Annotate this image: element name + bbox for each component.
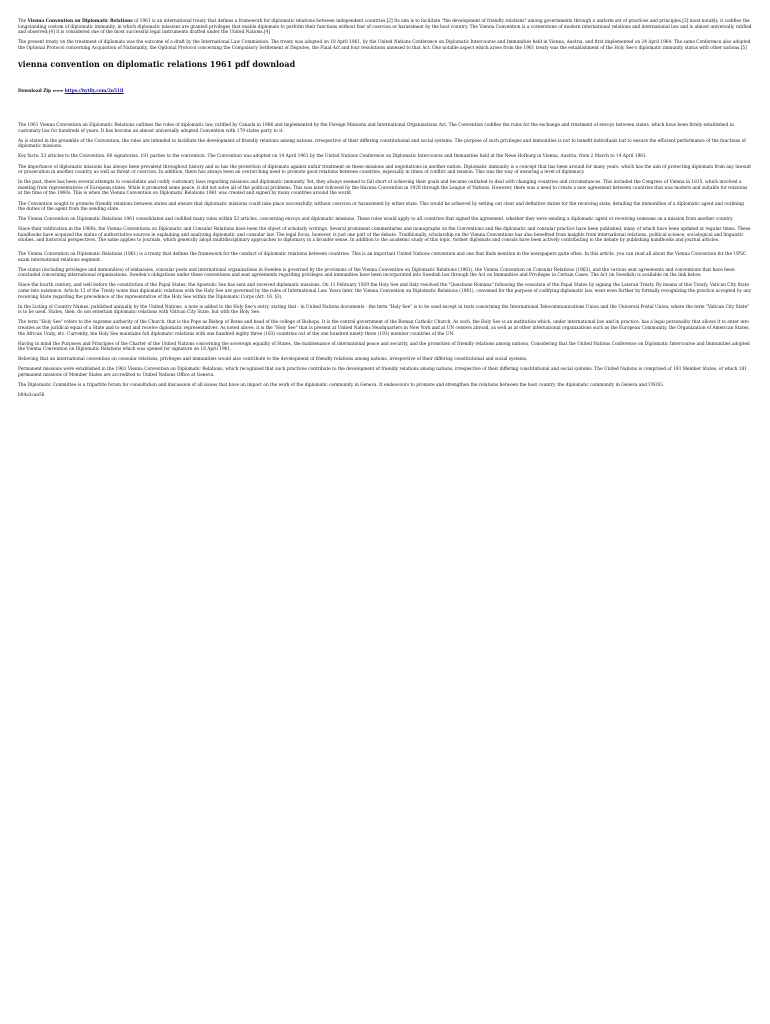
download-link[interactable]: https://bytlly.com/2n51lI xyxy=(64,89,124,95)
body-paragraph-16: Permanent missions were established in the 1961 Vienna Convention on Diplomatic Relations, which recognized that such practices contribute to the development of friendly relations among nations, irrespective of their differing constitutional and social systems. The United Nations is comprised of 193 Member States, of which 181 permanent missions of Member States are accredited to United Nations Office at Geneva. xyxy=(18,367,747,379)
download-arrows: ⇔⇔⇔ xyxy=(50,89,65,95)
body-paragraph-8: Since their ratification in the 1960s, the Vienna Conventions on Diplomatic and Consular Relations have been the object of scholarly writings. Several prominent commentaries and monographs on the Conventions and the diplomatic and consular practice have been published, many of which have been updated at regular times. These handbooks have acquired the status of authoritative sources in explaining and analyzing diplomatic and consular law. The legal focus, however, is just one part of the debate. Traditionally, scholarship on the Vienna Conventions has also benefited from insights from international relations, political science, sociological and linguistic studies, and historical perspectives. The same applies to journals, which generally adopt multidisciplinary approaches to diplomacy in a broader sense. In addition to the academic study of this topic, former diplomats and consuls have been actively contributing to the debate by publishing handbooks and journal articles. xyxy=(18,227,751,244)
intro-paragraph-1: The Vienna Convention on Diplomatic Relations of 1961 is an international treaty that defines a framework for diplomatic relations between independent countries.[2] Its aim is to facilitate "the development of friendly relations" among governments through a uniform set of practices and principles;[3] most notably, it codifies the longstanding custom of diplomatic immunity, in which diplomatic missions are granted privileges that enable diplomats to perform their functions without fear of coercion or harassment by the host country. The Vienna Convention is a cornerstone of modern international relations and international law and is almost universally ratified and observed;[4] it is considered one of the most successful legal instruments drafted under the United Nations.[4] xyxy=(18,19,752,36)
body-paragraph-7: The Vienna Convention on Diplomatic Relations 1961 consolidated and codified many rules within 53 articles, concerning envoys and diplomatic missions. These rules would apply to all countries that signed the agreement, whether they were sending a diplomatic agent or receiving someone on a mission from another country. xyxy=(18,217,734,223)
body-paragraph-6: The Convention sought to promote friendly relations between states and ensure that diplomatic missions could take place successfully, without coercion or harassment by either state. This would be achieved by setting out clear and definitive duties for the receiving state, detailing the immunities of a diplomatic agent and outlining the duties of the agent from the sending state. xyxy=(18,201,744,213)
body-paragraph-13: The term "Holy See" refers to the supreme authority of the Church, that is the Pope as Bishop of Rome and head of the college of Bishops. It is the central government of the Roman Catholic Church. As such, the Holy See is an institution which, under international law and in practice, has a legal personality that allows it to enter into treaties as the juridical equal of a State and to send and receive diplomatic representatives. As noted above, it is the "Holy See" that is present at United Nations Headquarters in New York and at UN centers abroad, as well as at other international organizations such as the European Community, the Organization of American States, the African Unity, etc. Currently, the Holy See maintains full diplomatic relations with one hundred eighty three (183) countries out of the one hundred ninety-three (193) member countries of the UN. xyxy=(18,320,750,337)
body-paragraph-17: The Diplomatic Committee is a tripartite forum for consultation and discussion of all issues that have an impact on the work of the diplomatic community in Geneva. It endeavours to promote and strengthen the relations between the host country, the diplomatic community in Geneva and UNOG. xyxy=(18,383,664,389)
page-title: vienna convention on diplomatic relations 1961 pdf download xyxy=(18,59,296,70)
body-paragraph-4: The importance of diplomatic missions has always been prevalent throughout history and so has the protection of diplomats against unfair treatment on these missions and negotiations in another nation. Diplomatic immunity is a concept that has been around for many years, which has the aim of protecting diplomats from any lawsuit or prosecution in another country, as well as threat or coercion. In addition, there has always been an overarching need to promote good relations between countries, especially in times of conflict and tension. This was the way of ensuring a level of diplomacy. xyxy=(18,164,752,176)
body-paragraph-15: Believing that an international convention on consular relations, privileges and immunities would also contribute to the development of friendly relations among nations, irrespective of their differing constitutional and social systems, xyxy=(18,357,528,363)
body-paragraph-1: The 1961 Vienna Convention on Diplomatic Relations outlines the rules of diplomatic law, ratified by Canada in 1966 and implemented by the Foreign Missions and International Organizations Act. The Convention codifies the rules for the exchange and treatment of envoys between states, which have been firmly established in customary law for hundreds of years. It has become an almost universally adopted Convention with 179 states party to it. xyxy=(18,123,734,134)
body-paragraph-9: The Vienna Convention on Diplomatic Relations (1961) is a treaty that defines the framework for the conduct of diplomatic relations between countries. This is an important United Nations convention and one that finds mention in the newspapers quite often. In this article, you can read all about the Vienna Convention for the UPSC exam international relations segment. xyxy=(18,252,747,263)
download-line xyxy=(18,89,752,95)
body-paragraph-14: Having in mind the Purposes and Principles of the Charter of the United Nations concerning the sovereign equality of States, the maintenance of international peace and security, and the promotion of friendly relations among nations, Considering that the United Nations Conference on Diplomatic Intercourse and Immunities adopted the Vienna Convention on Diplomatic Relations which was opened for signature on 18 April 1961, xyxy=(18,341,750,353)
body-content xyxy=(18,123,752,389)
body-paragraph-2: As is stated in the preamble of the Convention, the rules are intended to facilitate the development of friendly relations among nations, irrespective of their differing constitutional and social systems. The purpose of such privileges and immunities is not to benefit individuals but to ensure the efficient performance of the functions of diplomatic missions. xyxy=(18,138,746,150)
body-paragraph-11: Since the fourth century, and well before the constitution of the Papal States, the Apostolic See has sent and received diplomatic missions. On 11 February 1929 the Holy See and Italy resolved the "Questione Romana" following the cessation of the Papal States by signing the Lateran Treaty. By means of this Treaty, Vatican City State came into existence. Article 12 of the Treaty notes that diplomatic relations with the Holy See are governed by the rules of International Law. Years later, the Vienna Convention on Diplomatic Relations (1961), convened for the purpose of codifying diplomatic law, went even further by formally recognizing the practice accepted by any receiving State regarding the precedence of the representative of the Holy See within the Diplomatic Corps (Art. 16, §3). xyxy=(18,283,752,300)
body-paragraph-10: The status (including privileges and immunities) of embassies, consular posts and international organizations in Sweden is governed by the provisions of the Vienna Convention on Diplomatic Relations (1961), the Vienna Convention on Consular Relations (1963), and the various seat agreements and conventions that have been concluded concerning international organisations. Sweden's obligations under these conventions and seat agreements regarding privileges and immunities have been incorporated into Swedish law through the Act on Immunities and Privileges in Certain Cases. The Act (in Swedish) is available on the link below. xyxy=(18,267,735,279)
body-paragraph-12: In the Listing of Country Names, published annually by the United Nations, a note is added to the Holy See's entry, stating that - in United Nations documents - the term "Holy See" is to be used except in texts concerning the International Telecommunications Union and the Universal Postal Union, where the term "Vatican City State" is to be used. States, then, do not entertain diplomatic relations with Vatican City State, but with the Holy See. xyxy=(18,304,750,316)
download-label: Download Zip xyxy=(18,89,51,95)
body-paragraph-3: Key facts: 53 articles to the Convention. 60 signatories. 191 parties to the convention. The Convention was adopted on 14 April 1961 by the United Nations Conference on Diplomatic Intercourse and Immunities held at the Neue Hofburg in Vienna, Austria, from 2 March to 14 April 1961. xyxy=(18,154,648,160)
convention-name-bold: Vienna Convention on Diplomatic Relations xyxy=(27,19,133,24)
footer-code: b84a3cae56 xyxy=(18,393,45,399)
intro-paragraph-2: The present treaty on the treatment of diplomats was the outcome of a draft by the International Law Commission. The treaty was adopted on 18 April 1961, by the United Nations Conference on Diplomatic Intercourse and Immunities held in Vienna, Austria, and first implemented on 24 April 1964. The same Conference also adopted the Optional Protocol concerning Acquisition of Nationality, the Optional Protocol concerning the Compulsory Settlement of Disputes, the Final Act and four resolutions annexed to that Act. One notable aspect which arose from the 1961 treaty was the establishment of the Holy See's diplomatic immunity status with other nations.[5] xyxy=(18,40,751,51)
body-paragraph-5: In the past, there has been several attempts to consolidate and codify customary laws regarding missions and diplomatic immunity. Yet, they always seemed to fall short of achieving their goals and became outdated to deal with changing countries and circumstances. This included the Congress of Vienna in 1815, which involved a meeting from representatives of European states. While it promoted some peace, it did not solve all of the political problems. This was later followed by the Havana Convention in 1928 through the League of Nations. However, there was a need to create a new agreement between countries that was modern and suitable for relations at the time of the 1960s. This is when the Vienna Convention on Diplomatic Relations 1961 was created and signed by many countries around the world. xyxy=(18,180,748,197)
document-page xyxy=(0,0,770,399)
